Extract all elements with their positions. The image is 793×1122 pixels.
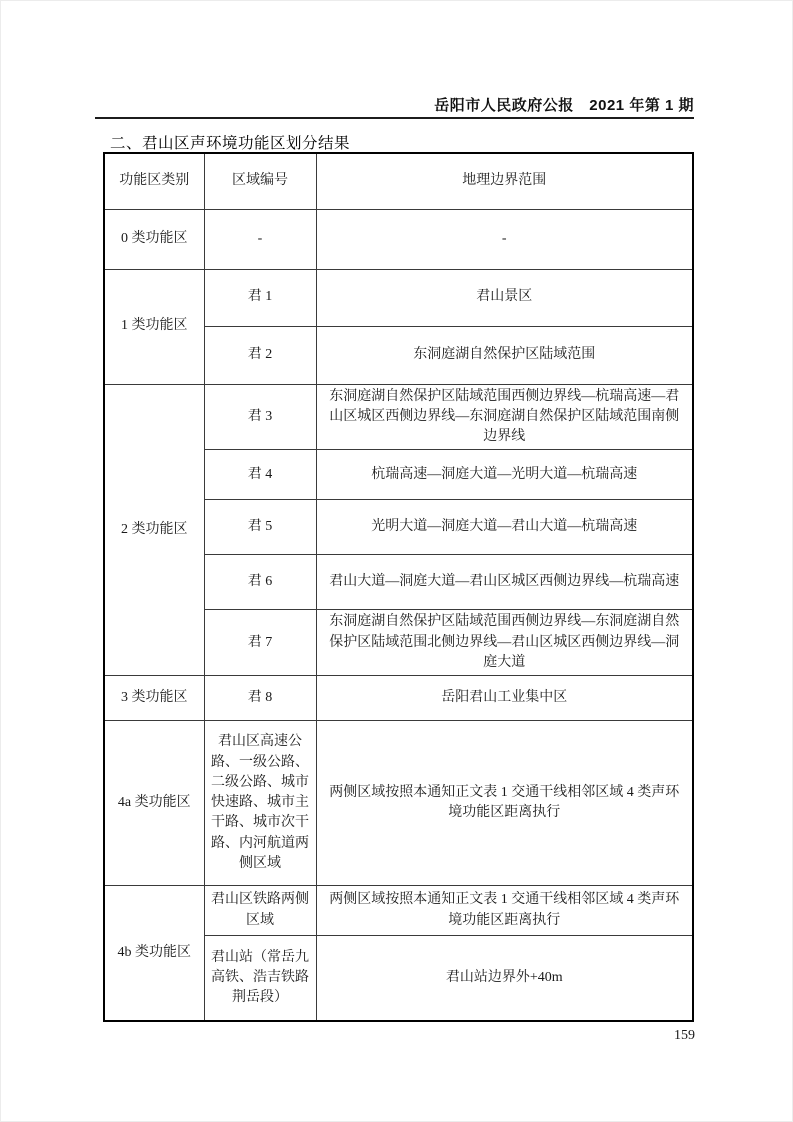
cell-boundary: - [316,209,693,269]
section-title: 二、君山区声环境功能区划分结果 [110,135,351,152]
gazette-masthead: 岳阳市人民政府公报 2021 年第 1 期 [434,97,694,114]
cell-boundary: 东洞庭湖自然保护区陆域范围西侧边界线—东洞庭湖自然保护区陆域范围北侧边界线—君山区城区西侧边界线—洞庭大道 [316,610,693,676]
cell-boundary: 光明大道—洞庭大道—君山大道—杭瑞高速 [316,500,693,555]
cell-category-2: 2 类功能区 [104,384,204,676]
table-row [104,269,693,326]
table-row [104,721,693,886]
cell-region-code: 君山区铁路两侧区域 [204,886,316,936]
cell-category-0: 0 类功能区 [104,209,204,269]
cell-region-code: 君 7 [204,610,316,676]
cell-region-code: 君山区高速公路、一级公路、二级公路、城市快速路、城市主干路、城市次干路、内河航道两侧区域 [204,721,316,886]
table-row [104,886,693,936]
cell-boundary: 君山站边界外+40m [316,936,693,1021]
function-zone-table [103,152,694,1022]
cell-boundary: 君山大道—洞庭大道—君山区城区西侧边界线—杭瑞高速 [316,555,693,610]
cell-boundary: 两侧区域按照本通知正文表 1 交通干线相邻区域 4 类声环境功能区距离执行 [316,721,693,886]
cell-region-code: 君 1 [204,269,316,326]
cell-region-code: 君 4 [204,450,316,500]
cell-category-4a: 4a 类功能区 [104,721,204,886]
cell-boundary: 君山景区 [316,269,693,326]
cell-region-code: - [204,209,316,269]
col-header-region-code: 区域编号 [204,153,316,209]
cell-boundary: 杭瑞高速—洞庭大道—光明大道—杭瑞高速 [316,450,693,500]
col-header-boundary: 地理边界范围 [316,153,693,209]
cell-boundary: 东洞庭湖自然保护区陆域范围 [316,326,693,384]
cell-region-code: 君 3 [204,384,316,450]
cell-boundary: 岳阳君山工业集中区 [316,676,693,721]
masthead-rule [95,117,694,119]
cell-boundary: 东洞庭湖自然保护区陆域范围西侧边界线—杭瑞高速—君山区城区西侧边界线—东洞庭湖自然保护区陆域范围南侧边界线 [316,384,693,450]
table-header-row [104,153,693,209]
table-row [104,676,693,721]
col-header-category: 功能区类别 [104,153,204,209]
cell-region-code: 君山站（常岳九高铁、浩吉铁路荆岳段） [204,936,316,1021]
cell-region-code: 君 2 [204,326,316,384]
cell-category-4b: 4b 类功能区 [104,886,204,1021]
cell-region-code: 君 8 [204,676,316,721]
cell-region-code: 君 6 [204,555,316,610]
table-row [104,209,693,269]
cell-category-3: 3 类功能区 [104,676,204,721]
table-row [104,384,693,450]
cell-boundary: 两侧区域按照本通知正文表 1 交通干线相邻区域 4 类声环境功能区距离执行 [316,886,693,936]
page-number: 159 [674,1028,695,1043]
cell-region-code: 君 5 [204,500,316,555]
cell-category-1: 1 类功能区 [104,269,204,384]
